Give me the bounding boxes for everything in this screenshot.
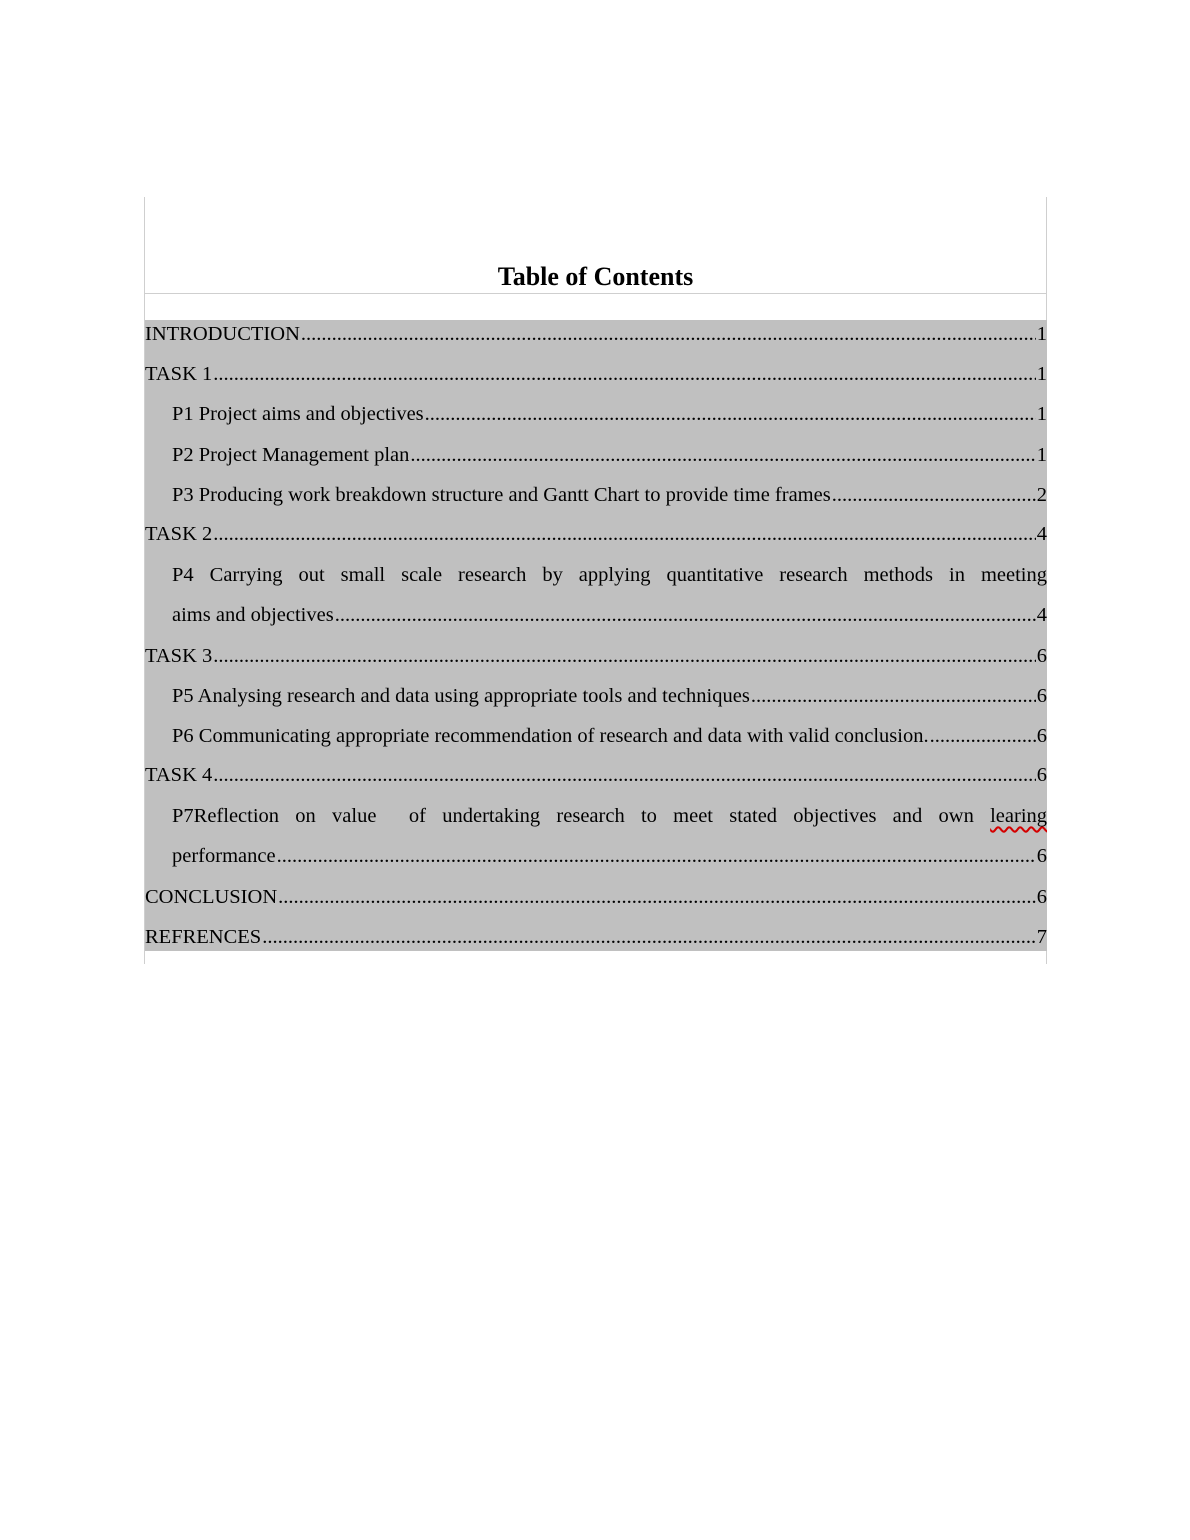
toc-entry-conclusion[interactable] xyxy=(145,877,1047,917)
dot-leader xyxy=(213,354,1035,394)
toc-entry-text: P2 Project Management plan xyxy=(172,444,410,466)
toc-entry-text: performance xyxy=(172,845,276,867)
dot-leader xyxy=(751,676,1036,716)
dot-leader xyxy=(410,435,1035,475)
toc-entry-page: 6 xyxy=(1036,645,1047,667)
toc-entry-page: 4 xyxy=(1036,604,1047,626)
toc-entry-task-2[interactable] xyxy=(145,514,1047,554)
toc-entry-p4-line-2[interactable] xyxy=(145,595,1047,635)
toc-entry-text: TASK 4 xyxy=(145,764,213,786)
toc-entry-page: 6 xyxy=(1036,725,1047,747)
toc-entry-text: aims and objectives xyxy=(172,604,334,626)
toc-entry-text: TASK 1 xyxy=(145,363,213,385)
misspelled-word[interactable]: learing xyxy=(990,805,1048,827)
toc-entry-p7-line-1[interactable] xyxy=(145,796,1047,836)
toc-entry-p6[interactable] xyxy=(145,716,1047,756)
toc-entry-p1[interactable] xyxy=(145,394,1047,434)
toc-entry-page: 6 xyxy=(1036,845,1047,867)
toc-entry-p7-line-2[interactable] xyxy=(145,836,1047,876)
toc-entry-page: 2 xyxy=(1036,484,1047,506)
toc-entry-text: P6 Communicating appropriate recommendation of research and data with valid conclusion. xyxy=(172,725,929,747)
toc-entry-introduction[interactable] xyxy=(145,314,1047,354)
toc-body xyxy=(145,320,1047,951)
toc-entry-text: P4 Carrying out small scale research by applying quantitative research methods in meeting xyxy=(172,564,1047,586)
dot-leader xyxy=(301,314,1036,354)
toc-title: Table of Contents xyxy=(497,262,694,291)
dot-leader xyxy=(335,595,1036,635)
toc-entry-text: CONCLUSION xyxy=(145,886,278,908)
toc-entry-page: 6 xyxy=(1036,886,1047,908)
toc-entry-page: 1 xyxy=(1036,444,1047,466)
dot-leader xyxy=(425,394,1036,434)
dot-leader xyxy=(278,877,1036,917)
dot-leader xyxy=(213,514,1035,554)
dot-leader xyxy=(930,716,1036,756)
toc-entry-page: 1 xyxy=(1036,363,1047,385)
toc-entry-text: INTRODUCTION xyxy=(145,323,300,345)
toc-entry-p3[interactable] xyxy=(145,475,1047,515)
toc-entry-page: 1 xyxy=(1036,403,1047,425)
dot-leader xyxy=(213,755,1035,795)
toc-entry-text: P5 Analysing research and data using appropriate tools and techniques xyxy=(172,685,750,707)
toc-entry-p5[interactable] xyxy=(145,676,1047,716)
toc-entry-text xyxy=(172,796,1047,836)
toc-entry-page: 4 xyxy=(1036,523,1047,545)
toc-entry-page: 1 xyxy=(1036,323,1047,345)
toc-entry-p2[interactable] xyxy=(145,435,1047,475)
dot-leader xyxy=(213,636,1035,676)
toc-entry-page: 6 xyxy=(1036,685,1047,707)
toc-entry-task-3[interactable] xyxy=(145,636,1047,676)
dot-leader xyxy=(832,475,1036,515)
toc-entry-text: P3 Producing work breakdown structure and Gantt Chart to provide time frames xyxy=(172,484,831,506)
dot-leader xyxy=(277,836,1036,876)
toc-entry-references[interactable] xyxy=(145,917,1047,957)
toc-entry-text-part: P7Reflection on value of undertaking research to meet stated objectives and own xyxy=(172,805,974,827)
toc-entry-text: REFRENCES xyxy=(145,926,262,948)
dot-leader xyxy=(262,917,1036,957)
toc-title-divider xyxy=(144,293,1047,294)
toc-entry-task-1[interactable] xyxy=(145,354,1047,394)
toc-entry-p4-line-1[interactable] xyxy=(145,555,1047,595)
toc-entry-text: TASK 2 xyxy=(145,523,213,545)
toc-entry-text: P1 Project aims and objectives xyxy=(172,403,424,425)
toc-entry-page: 7 xyxy=(1036,926,1047,948)
toc-entry-text: TASK 3 xyxy=(145,645,213,667)
toc-entry-page: 6 xyxy=(1036,764,1047,786)
toc-entry-task-4[interactable] xyxy=(145,755,1047,795)
